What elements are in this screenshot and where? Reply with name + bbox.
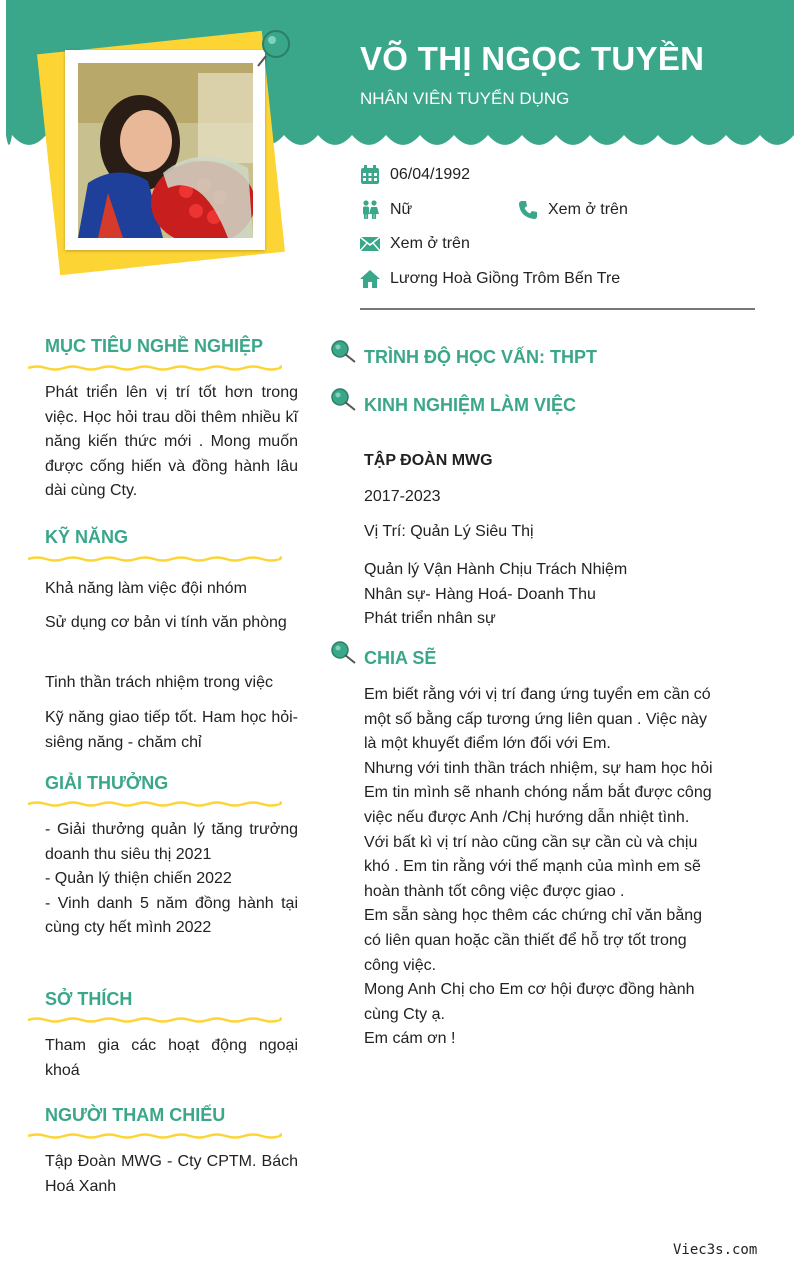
share-line: Em sẵn sàng học thêm các chứng chỉ văn bằng	[364, 907, 703, 925]
share-line: cùng Cty ạ.	[364, 1005, 445, 1023]
share-line: Mong Anh Chị cho Em cơ hội được đồng hành	[364, 981, 695, 999]
duty-item: Phát triển nhân sự	[364, 610, 496, 627]
email-value: Xem ở trên	[390, 235, 470, 252]
share-line: Nhưng với tinh thần trách nhiệm, sự ham học hỏi	[364, 759, 713, 777]
duty-item: Quản lý Vận Hành Chịu Trách Nhiệm	[364, 561, 628, 578]
pushpin-icon	[329, 639, 357, 667]
share-line: là một khuyết điểm lớn đối với Em.	[364, 735, 611, 753]
phone-value: Xem ở trên	[548, 201, 628, 218]
share-text	[364, 683, 713, 1052]
calendar-icon	[360, 165, 380, 185]
skill-item: Kỹ năng giao tiếp tốt. Ham học hỏi- siêng năng - chăm chỉ	[45, 709, 298, 751]
share-line: hoàn thành tốt công việc được giao .	[364, 882, 625, 900]
wave-divider	[28, 799, 282, 809]
phone-row	[518, 200, 628, 220]
share-line: công việc.	[364, 956, 437, 974]
mail-icon	[360, 234, 380, 254]
pushpin-icon	[329, 386, 357, 414]
candidate-name: VÕ THỊ NGỌC TUYỀN	[360, 40, 705, 77]
gender-value: Nữ	[390, 201, 413, 218]
share-line: một số bằng cấp tương ứng liên quan . Việc này	[364, 710, 707, 728]
address-row	[360, 269, 620, 289]
photo-frame	[65, 50, 265, 250]
wave-divider	[28, 1015, 282, 1025]
skill-item: Sử dụng cơ bản vi tính văn phòng	[45, 614, 287, 631]
awards-heading: GIẢI THƯỞNG	[45, 773, 169, 793]
share-line: có liên quan hoặc cần thiết để hỗ trợ tốt trong	[364, 931, 687, 949]
share-line: Em cám ơn !	[364, 1030, 456, 1048]
objective-heading: MỤC TIÊU NGHỀ NGHIỆP	[45, 336, 264, 356]
share-heading: CHIA SẼ	[364, 648, 437, 668]
hobbies-text: Tham gia các hoạt động ngoại khoá	[45, 1037, 298, 1079]
skill-item: Khả năng làm việc đội nhóm	[45, 580, 247, 597]
home-icon	[360, 269, 380, 289]
share-line: Em biết rằng với vị trí đang ứng tuyển em cần có	[364, 686, 711, 703]
email-row	[360, 234, 470, 254]
pushpin-icon	[248, 26, 292, 72]
gender-row	[360, 200, 412, 220]
award-item: - Quản lý thiện chiến 2022	[45, 870, 232, 887]
duty-item: Nhân sự- Hàng Hoá- Doanh Thu	[364, 585, 596, 603]
wave-divider	[28, 1131, 282, 1141]
birthday-row	[360, 165, 470, 185]
objective-text: Phát triển lên vị trí tốt hơn trong việc. Học hỏi trau dồi thêm nhiều kĩ năng kiến thức mới . Mong muốn được cống hiến và đồng hành lâu dài cùng Cty.	[45, 384, 298, 499]
phone-icon	[518, 200, 538, 220]
awards-list	[45, 818, 298, 941]
references-heading: NGƯỜI THAM CHIẾU	[45, 1105, 226, 1125]
references-text: Tập Đoàn MWG - Cty CPTM. Bách Hoá Xanh	[45, 1153, 298, 1195]
share-line: việc nếu được Anh /Chị hướng dẫn nhiệt tình.	[364, 808, 690, 826]
work-position: Vị Trí: Quản Lý Siêu Thị	[364, 523, 534, 540]
skill-item: Tinh thần trách nhiệm trong việc	[45, 674, 273, 691]
award-item: - Vinh danh 5 năm đồng hành tại cùng cty hết mình 2022	[45, 894, 298, 936]
share-line: khó . Em tin rằng với thế mạnh của mình em sẽ	[364, 858, 701, 876]
hobbies-heading: SỞ THÍCH	[45, 989, 133, 1009]
address-value: Lương Hoà Giồng Trôm Bến Tre	[390, 270, 621, 287]
avatar	[78, 63, 253, 238]
company-name: TẬP ĐOÀN MWG	[364, 452, 493, 469]
people-icon	[360, 200, 380, 220]
birthday-value: 06/04/1992	[390, 166, 471, 183]
work-period: 2017-2023	[364, 488, 441, 505]
skills-heading: KỸ NĂNG	[45, 527, 129, 547]
job-title: NHÂN VIÊN TUYỂN DỤNG	[360, 89, 570, 108]
experience-heading: KINH NGHIỆM LÀM VIỆC	[364, 395, 577, 415]
share-line: Với bất kì vị trí nào cũng cần sự cần cù và chịu	[364, 833, 698, 851]
share-line: Em tin mình sẽ nhanh chóng nắm bắt được công	[364, 784, 712, 802]
education-heading: TRÌNH ĐỘ HỌC VẤN: THPT	[364, 347, 597, 367]
header-divider	[360, 308, 755, 310]
wave-divider	[28, 554, 282, 564]
award-item: - Giải thưởng quản lý tăng trưởng doanh thu siêu thị 2021	[45, 821, 298, 863]
duties-list	[364, 558, 627, 632]
pushpin-icon	[329, 338, 357, 366]
watermark: Viec3s.com	[673, 1242, 758, 1258]
wave-divider	[28, 363, 282, 373]
